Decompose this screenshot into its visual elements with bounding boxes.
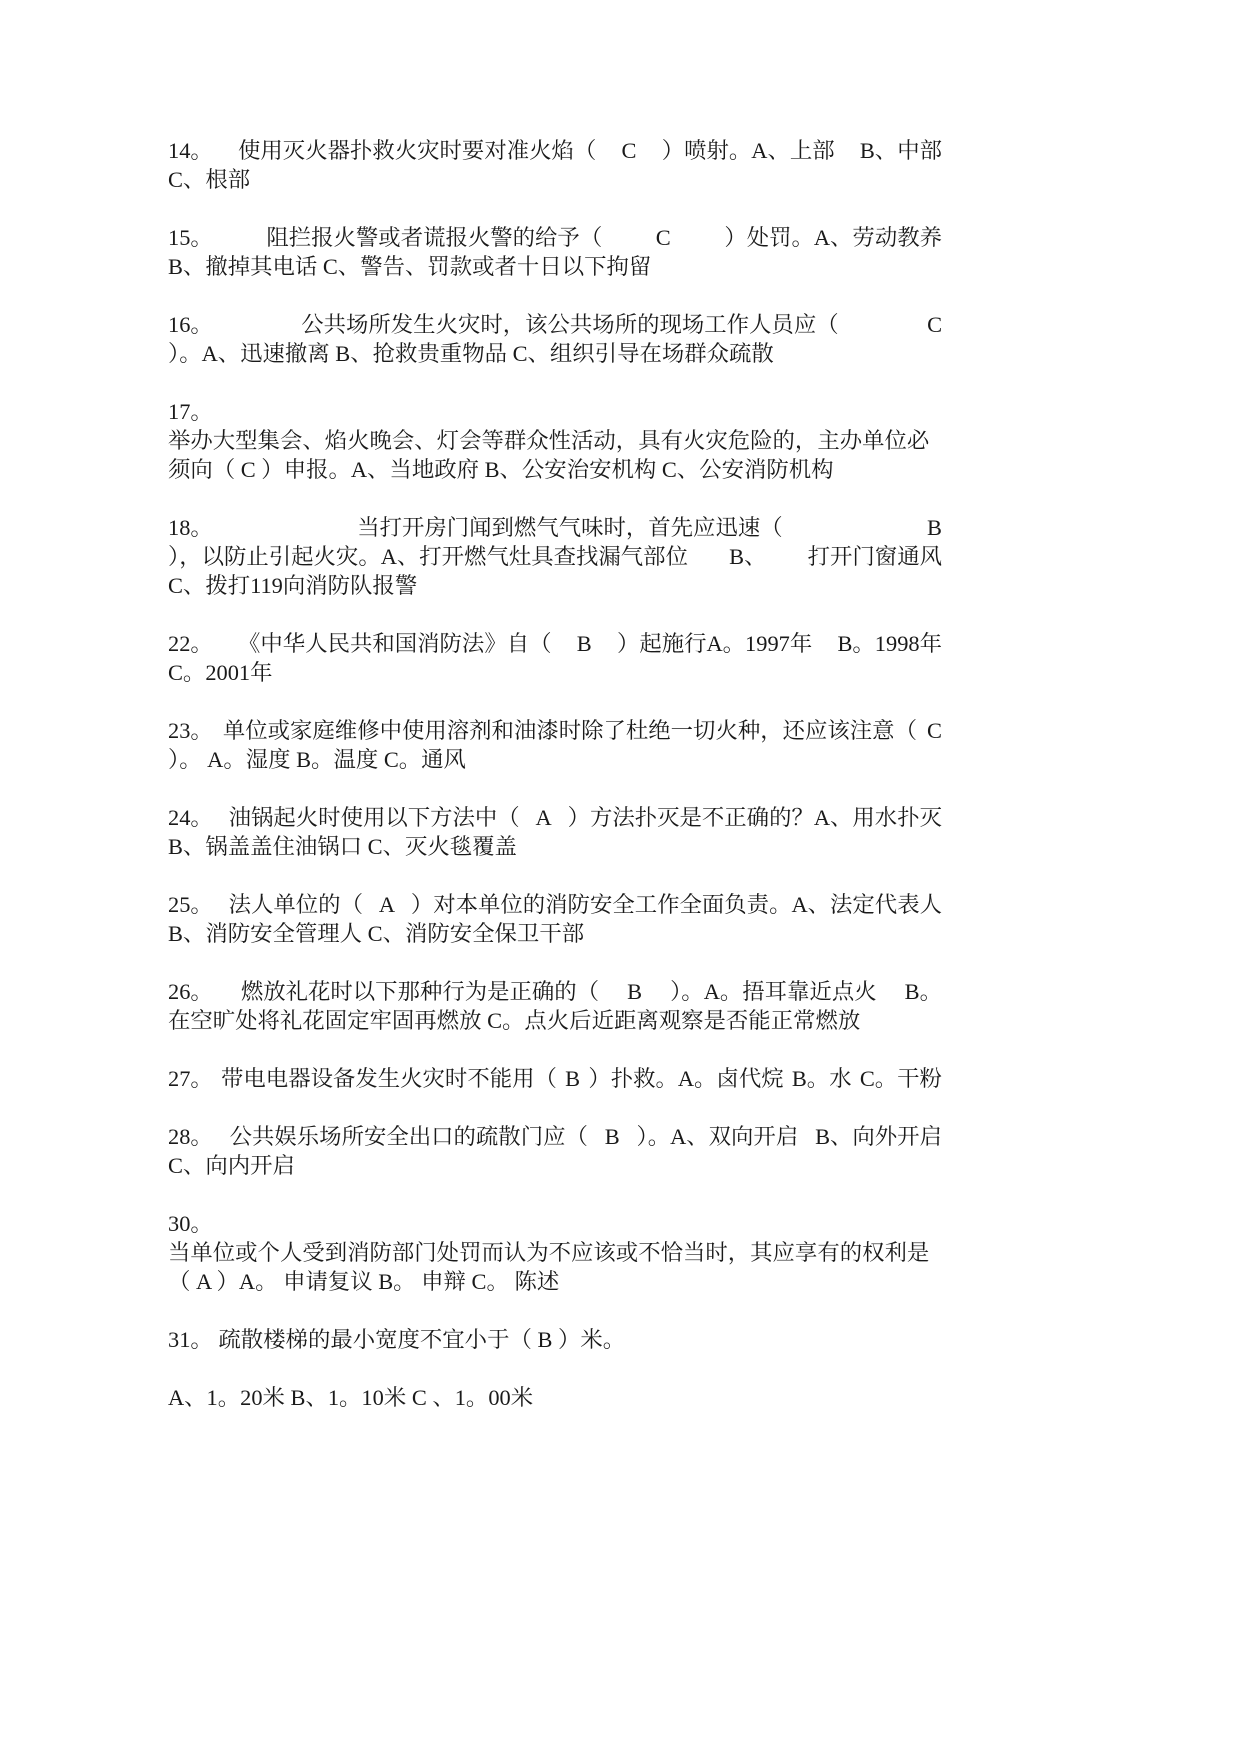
text-segment: ）。A、双向开启 xyxy=(636,1124,799,1149)
question-line: B、锅盖盖住油锅口 C、灭火毯覆盖 xyxy=(168,834,517,859)
question-number: 30。 xyxy=(168,1211,213,1236)
question-line: 当单位或个人受到消防部门处罚而认为不应该或不恰当时，其应享有的权利是 xyxy=(168,1240,930,1265)
question-15 xyxy=(168,223,942,281)
question-number: 17。 xyxy=(168,399,213,424)
question-line: C、向内开启 xyxy=(168,1153,295,1178)
question-list xyxy=(168,136,942,1441)
text-segment: 当打开房门闻到燃气气味时，首先应迅速（ xyxy=(357,515,783,540)
text-segment: 法人单位的（ xyxy=(228,892,363,917)
text-segment: 《中华人民共和国消防法》自（ xyxy=(238,631,552,656)
text-segment: 27。 xyxy=(168,1066,213,1091)
question-line xyxy=(168,890,942,919)
text-segment: B、向外开启 xyxy=(815,1124,942,1149)
question-16 xyxy=(168,310,942,368)
question-line xyxy=(168,629,942,658)
text-segment: B xyxy=(565,1066,581,1091)
text-segment: 22。 xyxy=(168,631,213,656)
question-line xyxy=(168,310,942,339)
question-line: C、根部 xyxy=(168,167,251,192)
text-segment: B。1998年 xyxy=(837,631,942,656)
text-segment: 阻拦报火警或者谎报火警的给予（ xyxy=(266,225,603,250)
text-segment: ）。A。捂耳靠近点火 xyxy=(670,979,877,1004)
question-17 xyxy=(168,397,942,484)
text-segment: 26。 xyxy=(168,979,213,1004)
question-line xyxy=(168,136,942,165)
question-line: 举办大型集会、焰火晚会、灯会等群众性活动，具有火灾危险的，主办单位必 xyxy=(168,428,930,453)
text-segment: 16。 xyxy=(168,312,213,337)
text-segment: ），以防止引起火灾。A、打开燃气灶具查找漏气部位 xyxy=(168,544,688,569)
text-segment: B xyxy=(576,631,592,656)
text-segment: ）扑救。A。卤代烷 xyxy=(588,1066,784,1091)
text-segment: C xyxy=(621,138,637,163)
text-segment: ）方法扑灭是不正确的？A、用水扑灭 xyxy=(567,805,942,830)
question-30 xyxy=(168,1209,942,1296)
text-segment: C xyxy=(927,718,942,743)
question-line: 须向（ C ）申报。A、当地政府 B、公安治安机构 C、公安消防机构 xyxy=(168,457,834,482)
text-segment: 公共娱乐场所安全出口的疏散门应（ xyxy=(229,1124,588,1149)
question-31 xyxy=(168,1325,942,1354)
question-line: ）。A、迅速撤离 B、抢救贵重物品 C、组织引导在场群众疏散 xyxy=(168,341,774,366)
question-26 xyxy=(168,977,942,1035)
question-line xyxy=(168,542,942,571)
question-line: 31。 疏散楼梯的最小宽度不宜小于（ B ）米。 xyxy=(168,1327,626,1352)
question-line: 在空旷处将礼花固定牢固再燃放 C。点火后近距离观察是否能正常燃放 xyxy=(168,1008,861,1033)
question-14 xyxy=(168,136,942,194)
question-line: ）。 A。湿度 B。温度 C。通风 xyxy=(168,747,466,772)
question-31-options xyxy=(168,1383,942,1412)
text-segment: 单位或家庭维修中使用溶剂和油漆时除了杜绝一切火种，还应该注意（ xyxy=(222,718,917,743)
question-line xyxy=(168,1064,942,1093)
text-segment: 24。 xyxy=(168,805,213,830)
text-segment: C xyxy=(927,312,942,337)
question-line xyxy=(168,223,942,252)
text-segment: 燃放礼花时以下那种行为是正确的（ xyxy=(240,979,600,1004)
text-segment: 25。 xyxy=(168,892,213,917)
text-segment: A xyxy=(535,805,552,830)
question-23 xyxy=(168,716,942,774)
text-segment: 28。 xyxy=(168,1124,213,1149)
text-segment: B xyxy=(927,515,942,540)
question-line: B、撤掉其电话 C、警告、罚款或者十日以下拘留 xyxy=(168,254,652,279)
text-segment: 18。 xyxy=(168,515,213,540)
text-segment: ）起施行A。1997年 xyxy=(616,631,813,656)
answer-options-line: A、1。20米 B、1。10米 C 、1。00米 xyxy=(168,1385,534,1410)
text-segment: 14。 xyxy=(168,138,213,163)
question-18 xyxy=(168,513,942,600)
question-line xyxy=(168,1122,942,1151)
text-segment: B、 xyxy=(729,544,767,569)
question-22 xyxy=(168,629,942,687)
question-24 xyxy=(168,803,942,861)
text-segment: 23。 xyxy=(168,718,213,743)
question-line xyxy=(168,513,942,542)
text-segment: C。干粉 xyxy=(859,1066,942,1091)
question-25 xyxy=(168,890,942,948)
question-line xyxy=(168,803,942,832)
text-segment: 带电电器设备发生火灾时不能用（ xyxy=(221,1066,557,1091)
text-segment: 15。 xyxy=(168,225,213,250)
text-segment: B、中部 xyxy=(859,138,942,163)
question-line: C。2001年 xyxy=(168,660,273,685)
text-segment: ）喷射。A、上部 xyxy=(661,138,835,163)
text-segment: 使用灭火器扑救火灾时要对准火焰（ xyxy=(238,138,597,163)
question-line xyxy=(168,977,942,1006)
question-line: B、消防安全管理人 C、消防安全保卫干部 xyxy=(168,921,585,946)
text-segment: A xyxy=(378,892,395,917)
text-segment: C xyxy=(655,225,671,250)
question-line: （ A ）A。 申请复议 B。 申辩 C。 陈述 xyxy=(168,1269,560,1294)
text-segment: B xyxy=(604,1124,620,1149)
question-28 xyxy=(168,1122,942,1180)
text-segment: ）处罚。A、劳动教养 xyxy=(724,225,942,250)
text-segment: B。 xyxy=(904,979,942,1004)
text-segment: B xyxy=(627,979,643,1004)
question-line xyxy=(168,716,942,745)
text-segment: ）对本单位的消防安全工作全面负责。A、法定代表人 xyxy=(410,892,942,917)
question-line: C、拨打119向消防队报警 xyxy=(168,573,418,598)
text-segment: B。水 xyxy=(791,1066,852,1091)
text-segment: 油锅起火时使用以下方法中（ xyxy=(228,805,520,830)
question-27 xyxy=(168,1064,942,1093)
text-segment: 公共场所发生火灾时，该公共场所的现场工作人员应（ xyxy=(301,312,839,337)
text-segment: 打开门窗通风 xyxy=(807,544,942,569)
